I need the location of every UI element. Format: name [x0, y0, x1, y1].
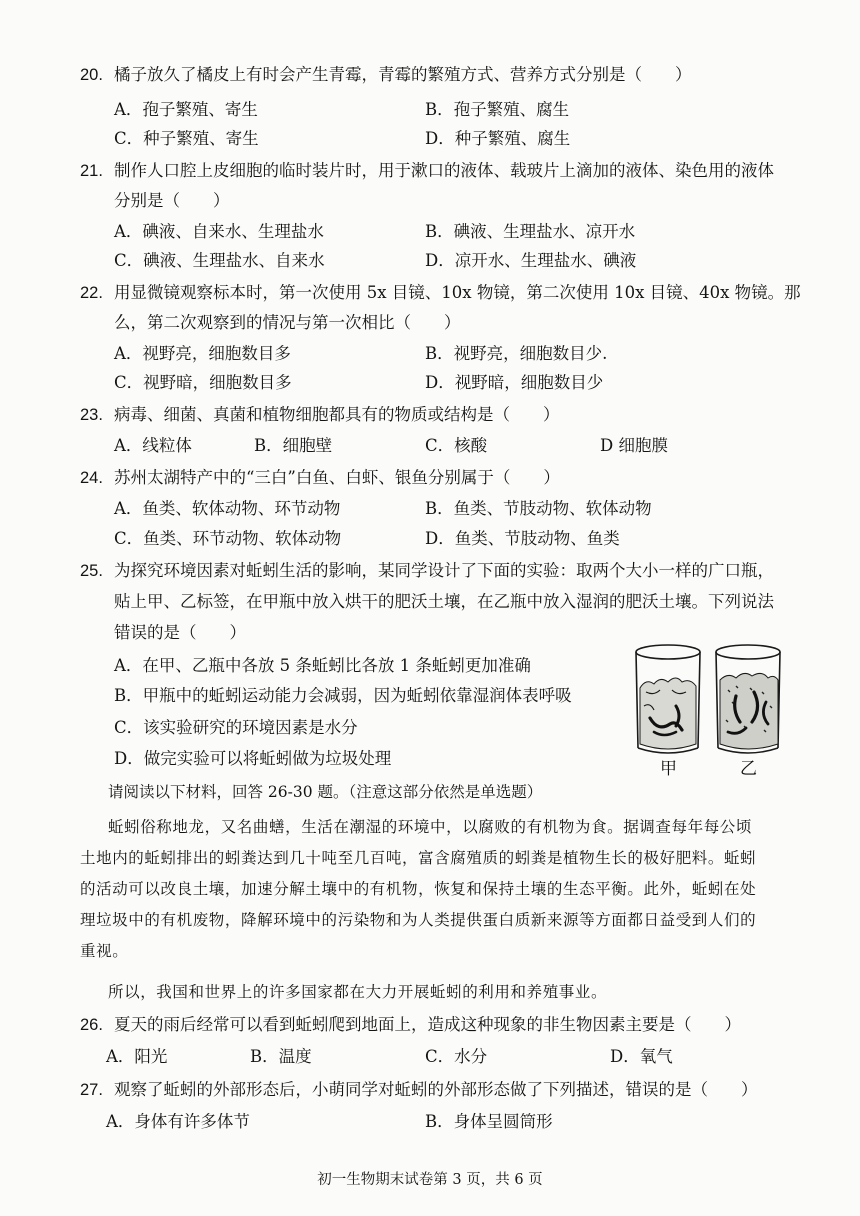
- option-a: A．孢子繁殖、寄生: [114, 100, 258, 119]
- option-d: D 细胞膜: [600, 436, 668, 455]
- question-stem: 苏州太湖特产中的“三白”白鱼、白虾、银鱼分别属于（ ）: [114, 468, 560, 487]
- option-a: A．视野亮，细胞数目多: [114, 344, 291, 363]
- jar-label-yi: 乙: [740, 759, 757, 779]
- reading-paragraph-line: 理垃圾中的有机废物，降解环境中的污染物和为人类提供蛋白质新来源等方面都日益受到人们的: [80, 911, 757, 929]
- option-b: B．温度: [250, 1047, 312, 1066]
- question-stem: 病毒、细菌、真菌和植物细胞都具有的物质或结构是（ ）: [114, 405, 560, 424]
- question-stem: 么，第二次观察到的情况与第一次相比（ ）: [114, 313, 461, 332]
- option-c: C．鱼类、环节动物、软体动物: [114, 529, 342, 548]
- question-stem: 观察了蚯蚓的外部形态后，小萌同学对蚯蚓的外部形态做了下列描述，错误的是（ ）: [114, 1080, 758, 1099]
- option-b: B．甲瓶中的蚯蚓运动能力会减弱，因为蚯蚓依靠湿润体表呼吸: [114, 686, 572, 705]
- option-b: B．鱼类、节肢动物、软体动物: [425, 499, 652, 518]
- earthworm-jars-figure: [632, 640, 812, 780]
- question-number: 20.: [80, 66, 103, 84]
- option-b: B．视野亮，细胞数目少.: [425, 344, 608, 363]
- question-number: 25.: [80, 562, 103, 580]
- option-c: C．该实验研究的环境因素是水分: [114, 718, 358, 737]
- option-a: A．身体有许多体节: [106, 1112, 250, 1131]
- option-d: D．凉开水、生理盐水、碘液: [425, 251, 637, 270]
- question-number: 26.: [80, 1016, 103, 1034]
- question-stem: 夏天的雨后经常可以看到蚯蚓爬到地面上，造成这种现象的非生物因素主要是（ ）: [114, 1015, 741, 1034]
- option-b: B．孢子繁殖、腐生: [425, 100, 570, 119]
- option-c: C．水分: [425, 1047, 488, 1066]
- option-a: A．线粒体: [114, 436, 192, 455]
- question-stem: 错误的是（ ）: [114, 623, 246, 642]
- reading-paragraph-2: 所以，我国和世界上的许多国家都在大力开展蚯蚓的利用和养殖事业。: [108, 983, 608, 1001]
- reading-paragraph-line: 重视。: [80, 942, 129, 960]
- option-c: C．核酸: [425, 436, 488, 455]
- option-d: D．氧气: [610, 1047, 673, 1066]
- option-d: D．鱼类、节肢动物、鱼类: [425, 529, 620, 548]
- jars-illustration: [632, 640, 812, 780]
- option-a: A．在甲、乙瓶中各放 5 条蚯蚓比各放 1 条蚯蚓更加准确: [114, 656, 531, 675]
- jar-jia: [636, 645, 700, 753]
- reading-paragraph-line: 土地内的蚯蚓排出的蚓粪达到几十吨至几百吨，富含腐殖质的蚓粪是植物生长的极好肥料。蚯蚓: [80, 849, 757, 867]
- option-d: D．视野暗，细胞数目少: [425, 373, 604, 392]
- option-b: B．细胞壁: [254, 436, 333, 455]
- reading-paragraph-line: 蚯蚓俗称地龙，又名曲蟮，生活在潮湿的环境中，以腐败的有机物为食。据调查每年每公顷: [108, 818, 753, 836]
- option-d: D．种子繁殖、腐生: [425, 129, 571, 148]
- question-number: 21.: [80, 162, 103, 180]
- option-c: C．种子繁殖、寄生: [114, 129, 259, 148]
- question-number: 23.: [80, 406, 103, 424]
- jar-yi: [716, 645, 780, 753]
- reading-intro: 请阅读以下材料，回答 26-30 题。（注意这部分依然是单选题）: [108, 783, 543, 801]
- question-stem: 贴上甲、乙标签，在甲瓶中放入烘干的肥沃土壤，在乙瓶中放入湿润的肥沃土壤。下列说法: [114, 592, 774, 611]
- question-stem: 分别是（ ）: [114, 191, 230, 210]
- option-a: A．碘液、自来水、生理盐水: [114, 222, 324, 241]
- option-d: D．做完实验可以将蚯蚓做为垃圾处理: [114, 749, 392, 768]
- question-number: 22.: [80, 284, 103, 302]
- option-b: B．碘液、生理盐水、凉开水: [425, 222, 636, 241]
- question-number: 24.: [80, 469, 103, 487]
- option-c: C．碘液、生理盐水、自来水: [114, 251, 325, 270]
- question-stem: 用显微镜观察标本时，第一次使用 5x 目镜、10x 物镜，第二次使用 10x 目镜、40x 物镜。那: [114, 283, 801, 302]
- question-stem: 为探究环境因素对蚯蚓生活的影响，某同学设计了下面的实验：取两个大小一样的广口瓶，: [114, 561, 774, 580]
- option-a: A．鱼类、软体动物、环节动物: [114, 499, 341, 518]
- page-footer: 初一生物期末试卷第 3 页，共 6 页: [317, 1172, 543, 1188]
- question-stem: 橘子放久了橘皮上有时会产生青霉，青霉的繁殖方式、营养方式分别是（ ）: [114, 65, 692, 84]
- question-stem: 制作人口腔上皮细胞的临时装片时，用于漱口的液体、载玻片上滴加的液体、染色用的液体: [114, 161, 774, 180]
- option-c: C．视野暗，细胞数目多: [114, 373, 292, 392]
- reading-paragraph-line: 的活动可以改良土壤，加速分解土壤中的有机物，恢复和保持土壤的生态平衡。此外，蚯蚓在处: [80, 880, 757, 898]
- option-a: A．阳光: [106, 1047, 168, 1066]
- option-b: B．身体呈圆筒形: [425, 1112, 553, 1131]
- jar-label-jia: 甲: [660, 759, 677, 779]
- question-number: 27.: [80, 1081, 103, 1099]
